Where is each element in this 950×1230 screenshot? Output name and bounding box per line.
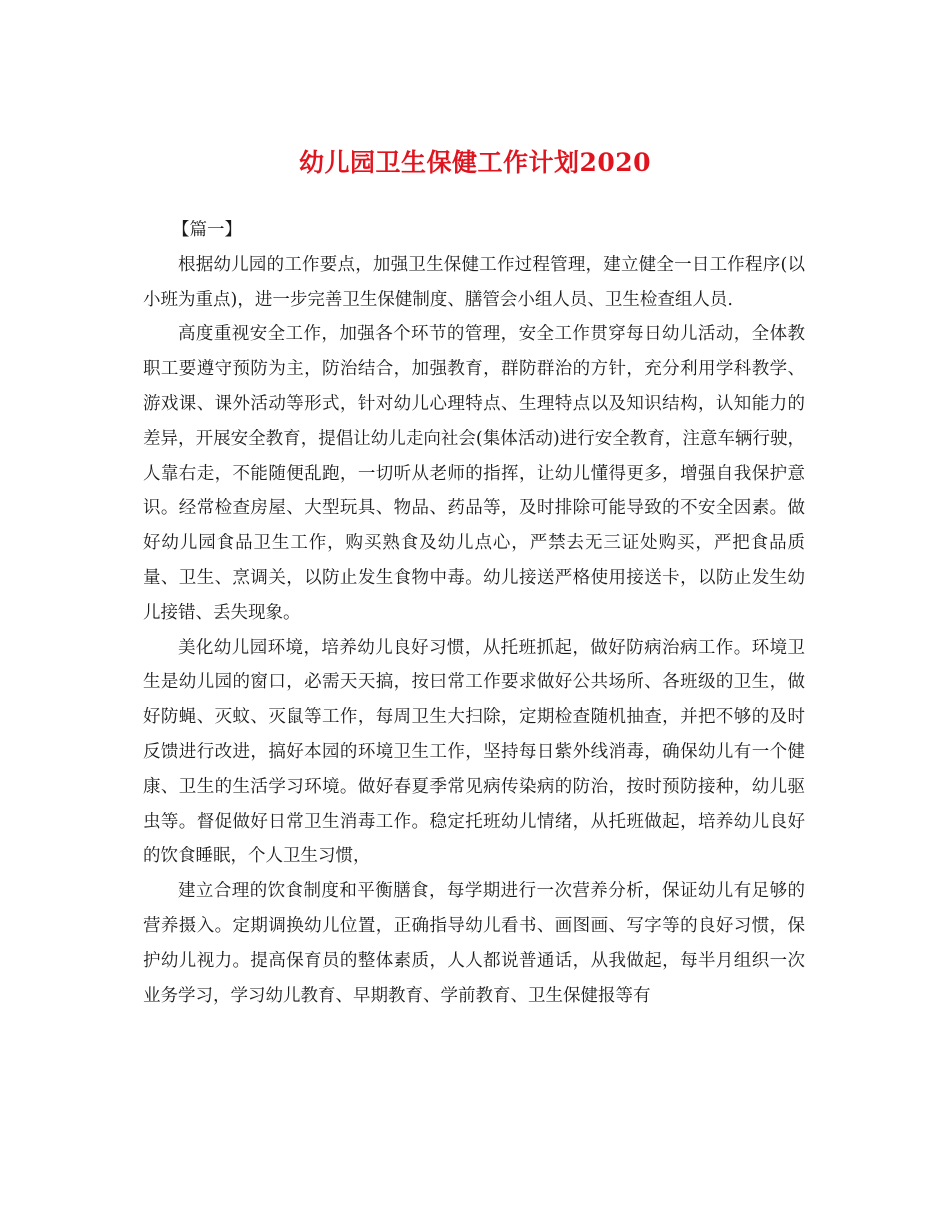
document-title: 幼儿园卫生保健工作计划2020 <box>298 148 652 177</box>
document-body <box>143 213 805 1013</box>
section-label: 【篇一】 <box>172 220 242 240</box>
paragraph-1: 根据幼儿园的工作要点，加强卫生保健工作过程管理，建立健全一日工作程序(以小班为重点)，进一步完善卫生保健制度、膳管会小组人员、卫生检查组人员. <box>143 254 805 310</box>
paragraph-4: 建立合理的饮食制度和平衡膳食，每学期进行一次营养分析，保证幼儿有足够的营养摄入。定期调换幼儿位置，正确指导幼儿看书、画图画、写字等的良好习惯，保护幼儿视力。提高保育员的整体素质，人人都说普通话，从我做起，每半月组织一次业务学习，学习幼儿教育、早期教育、学前教育、卫生保健报等有 <box>143 881 805 1006</box>
paragraph-2: 高度重视安全工作，加强各个环节的管理，安全工作贯穿每日幼儿活动，全体教职工要遵守预防为主，防治结合，加强教育，群防群治的方针，充分利用学科教学、游戏课、课外活动等形式，针对幼儿心理特点、生理特点以及知识结构，认知能力的差异，开展安全教育，提倡让幼儿走向社会(集体活动)进行安全教育，注意车辆行驶，人靠右走，不能随便乱跑，一切听从老师的指挥，让幼儿懂得更多，增强自我保护意识。经常检查房屋、大型玩具、物品、药品等，及时排除可能导致的不安全因素。做好幼儿园食品卫生工作，购买熟食及幼儿点心，严禁去无三证处购买，严把食品质量、卫生、烹调关，以防止发生食物中毒。幼儿接送严格使用接送卡，以防止发生幼儿接错、丢失现象。 <box>143 324 805 623</box>
paragraph-3: 美化幼儿园环境，培养幼儿良好习惯，从托班抓起，做好防病治病工作。环境卫生是幼儿园的窗口，必需天天搞，按曰常工作要求做好公共场所、各班级的卫生，做好防蝇、灭蚊、灭鼠等工作，每周卫生大扫除，定期检查随机抽查，并把不够的及时反馈进行改进，搞好本园的环境卫生工作，坚持每日紫外线消毒，确保幼儿有一个健康、卫生的生活学习环境。做好春夏季常见病传染病的防治，按时预防接种，幼儿驱虫等。督促做好日常卫生消毒工作。稳定托班幼儿情绪，从托班做起，培养幼儿良好的饮食睡眠，个人卫生习惯， <box>143 637 805 867</box>
